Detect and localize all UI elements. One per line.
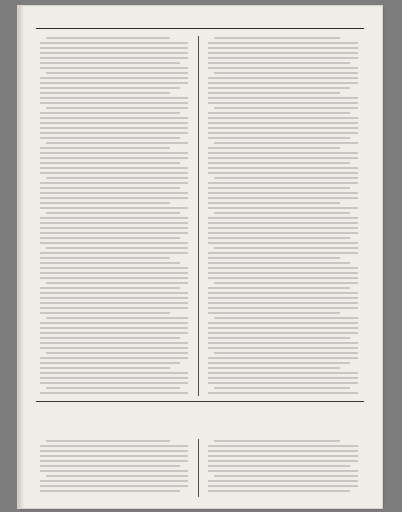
column-divider-top [198,36,199,396]
top-right-column [208,36,358,396]
section-rule [36,401,364,402]
top-left-text-lines [40,36,188,396]
bottom-right-text-lines [208,439,358,497]
top-right-line-group [208,38,358,393]
header-rule [36,28,364,29]
page-gutter-shadow [18,6,24,508]
bottom-left-line-group [40,441,188,491]
top-left-line-group [40,38,188,393]
book-page [18,6,382,508]
top-left-column [40,36,188,396]
bottom-right-column [208,439,358,497]
bottom-right-line-group [208,441,358,491]
top-right-text-lines [208,36,358,396]
bottom-left-column [40,439,188,497]
column-divider-bottom [198,439,199,497]
bottom-left-text-lines [40,439,188,497]
